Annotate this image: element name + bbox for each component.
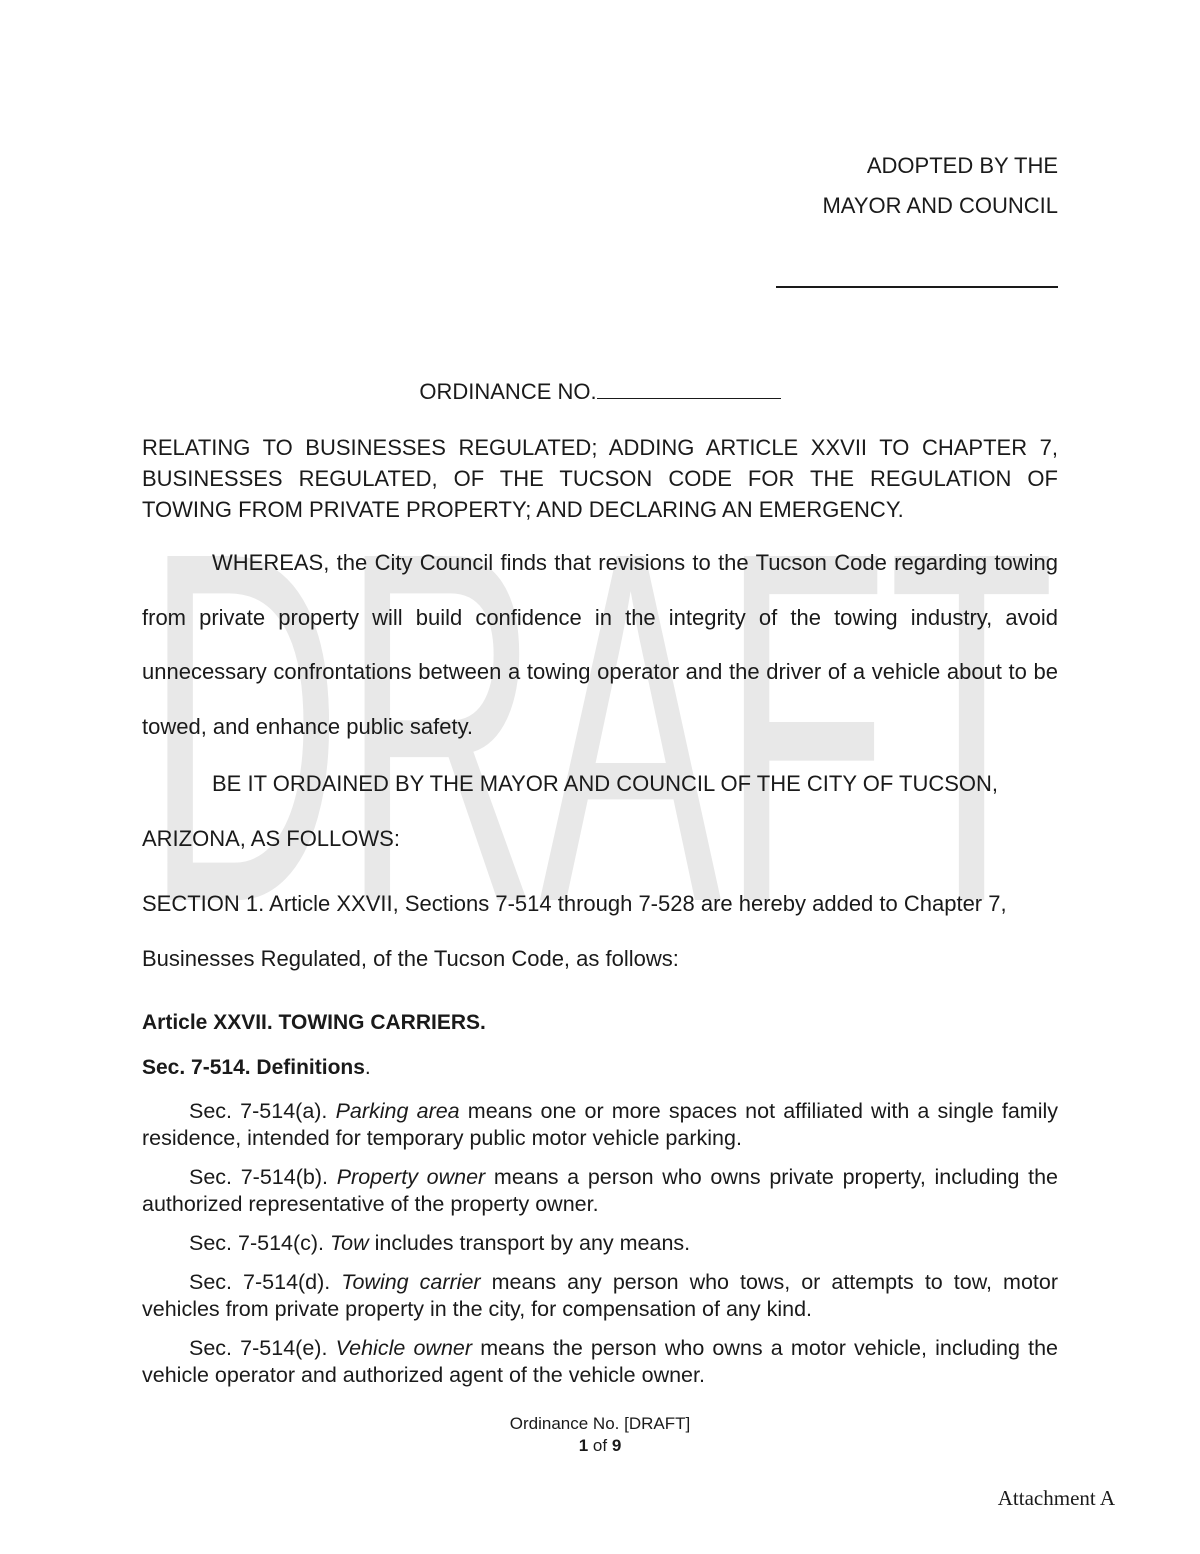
definitions-list <box>142 1098 1058 1401</box>
section-heading-period: . <box>364 1056 371 1079</box>
definition-term: Tow <box>330 1231 369 1255</box>
adoption-block <box>822 146 1058 226</box>
definition-item <box>142 1164 1058 1218</box>
definition-text: means one or more spaces not affiliated with a single family residence, intended for temporary public motor vehicle parking. <box>142 1099 1059 1150</box>
definition-item <box>142 1230 1058 1257</box>
definition-ref: Sec. 7-514(d). <box>189 1270 342 1294</box>
definition-text: means a person who owns private property, including the authorized representative of the property owner. <box>142 1165 1058 1216</box>
footer-ordinance-label: Ordinance No. [DRAFT] <box>509 1414 691 1433</box>
ordinance-number-blank <box>597 378 781 399</box>
page-number <box>0 1435 1200 1457</box>
definition-ref: Sec. 7-514(e). <box>189 1336 336 1360</box>
definition-ref: Sec. 7-514(b). <box>189 1165 337 1189</box>
article-heading: Article XXVII. TOWING CARRIERS. <box>142 1011 486 1034</box>
whereas-paragraph: WHEREAS, the City Council finds that revisions to the Tucson Code regarding towing from private property will build confidence in the integrity of the towing industry, avoid unnecessary confrontations between a towing operator and the driver of a vehicle about to be towed, and enhance public safety. <box>142 550 1058 739</box>
definition-text: means any person who tows, or attempts to tow, motor vehicles from private property in the city, for compensation of any kind. <box>142 1270 1058 1321</box>
section-heading <box>142 1056 1058 1080</box>
page-total: 9 <box>611 1436 622 1455</box>
adoption-signature-line <box>776 286 1058 288</box>
section-heading-label: Sec. 7-514. Definitions <box>142 1056 365 1079</box>
draft-watermark-text: DRAFT <box>145 530 1055 910</box>
page-footer <box>0 1413 1200 1457</box>
attachment-label: Attachment A <box>997 1486 1115 1510</box>
ordained-paragraph: BE IT ORDAINED BY THE MAYOR AND COUNCIL OF THE CITY OF TUCSON, ARIZONA, AS FOLLOWS: <box>142 771 999 851</box>
definition-term: Vehicle owner <box>335 1336 473 1360</box>
adopted-line-2: MAYOR AND COUNCIL <box>822 193 1058 218</box>
page-current: 1 <box>578 1436 589 1455</box>
ordinance-number-heading <box>0 378 1200 405</box>
definition-term: Towing carrier <box>341 1270 481 1294</box>
definition-ref: Sec. 7-514(c). <box>189 1231 330 1255</box>
ordinance-number-label: ORDINANCE NO. <box>419 379 597 404</box>
ordinance-title-block: RELATING TO BUSINESSES REGULATED; ADDING ARTICLE XXVII TO CHAPTER 7, BUSINESSES REGULATED, OF THE TUCSON CODE FOR THE REGULATION OF TOWING FROM PRIVATE PROPERTY; AND DECLARING AN EMERGENCY. <box>142 435 1058 522</box>
definition-item <box>142 1269 1058 1323</box>
definition-text: means the person who owns a motor vehicle, including the vehicle operator and authorized agent of the vehicle owner. <box>142 1336 1058 1387</box>
page-of: of <box>588 1436 612 1455</box>
definition-item <box>142 1335 1058 1389</box>
adopted-line-1: ADOPTED BY THE <box>866 153 1058 178</box>
definition-term: Parking area <box>335 1099 460 1123</box>
definition-term: Property owner <box>336 1165 486 1189</box>
definition-ref: Sec. 7-514(a). <box>189 1099 336 1123</box>
definition-text: includes transport by any means. <box>368 1231 691 1255</box>
definition-item <box>142 1098 1058 1152</box>
section-1-paragraph: SECTION 1. Article XXVII, Sections 7-514 through 7-528 are hereby added to Chapter 7, Businesses Regulated, of the Tucson Code, as follows: <box>142 891 1007 971</box>
